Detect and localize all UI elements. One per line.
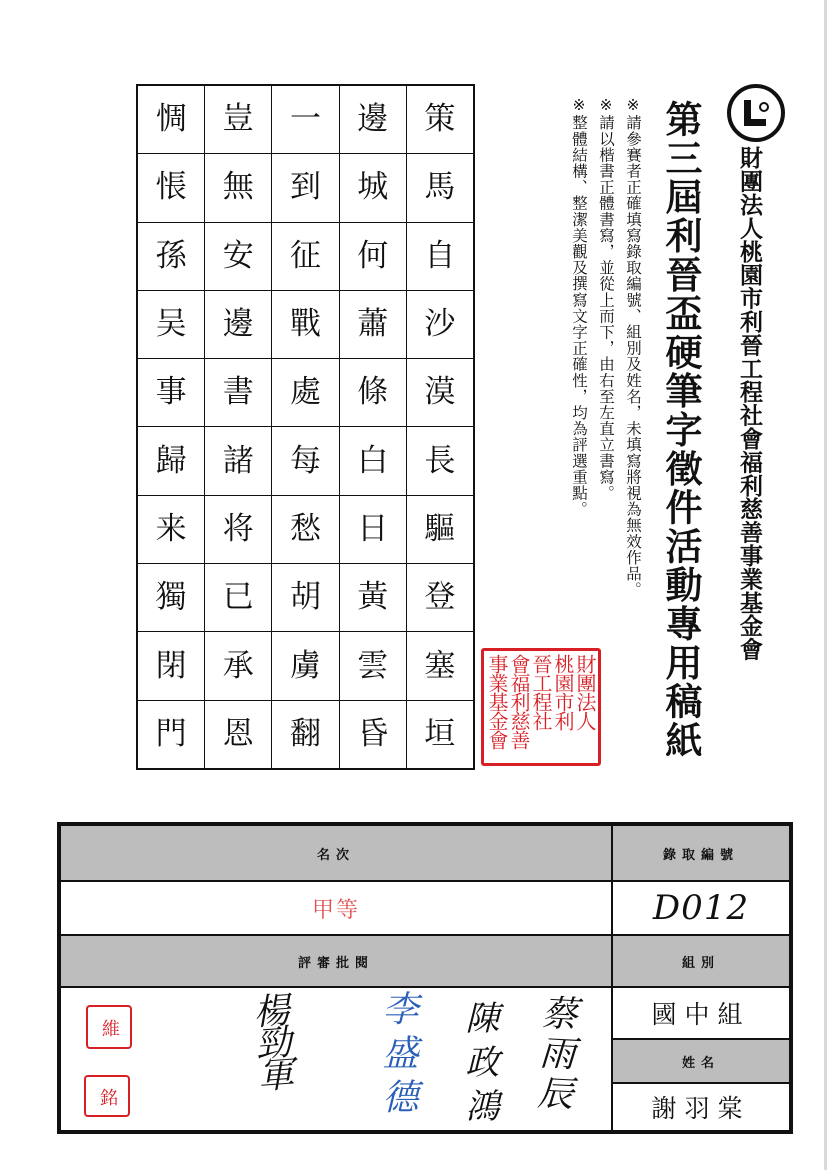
form-title: 第三屆利晉盃硬筆字徵件活動專用稿紙 [659, 100, 702, 760]
grid-cell: 事 [138, 359, 204, 427]
table-divider [61, 986, 789, 988]
grid-cell: 獨 [138, 564, 204, 632]
grid-cell: 来 [138, 496, 204, 564]
grid-cell: 書 [205, 359, 271, 427]
grid-cell: 豈 [205, 86, 271, 154]
group-value: 國中組 [651, 1000, 751, 1029]
grid-cell: 策 [407, 86, 473, 154]
grid-cell: 長 [407, 427, 473, 495]
grid-cell: 沙 [407, 291, 473, 359]
foundation-logo-icon [727, 84, 785, 142]
grid-cell: 征 [272, 223, 338, 291]
grid-column [138, 86, 204, 768]
grid-cell: 歸 [138, 427, 204, 495]
grid-cell: 漠 [407, 359, 473, 427]
group-header: 組別 [613, 936, 789, 986]
judge-signature: 楊勁軍 [246, 990, 295, 1090]
instruction-note-3: ※整體結構、整潔美觀及撰寫文字正確性，均為評選重點。 [570, 96, 588, 518]
instruction-note-2: ※請以楷書正體書寫，並從上而下，由右至左直立書寫。 [597, 96, 615, 501]
grid-cell: 門 [155, 715, 187, 752]
admission-number-header: 錄取編號 [613, 826, 789, 880]
review-table [57, 822, 793, 1134]
grid-cell: 每 [272, 427, 338, 495]
grid-cell: 何 [340, 223, 406, 291]
instructions [566, 96, 644, 656]
grid-cell: 城 [340, 154, 406, 222]
calligraphy-grid [136, 84, 475, 770]
grid-cell: 悵 [138, 154, 204, 222]
grid-cell: 無 [205, 154, 271, 222]
organization-name: 財團法人桃園市利晉工程社會福利慈善事業基金會 [736, 146, 762, 661]
grid-cell: 戰 [272, 291, 338, 359]
grid-cell: 愁 [272, 496, 338, 564]
grid-cell: 孫 [138, 223, 204, 291]
grid-cell: 昏 [357, 715, 389, 752]
judge-signature: 李盛德 [377, 990, 418, 1122]
grid-cell: 塞 [407, 632, 473, 700]
grid-cell: 惆 [138, 86, 204, 154]
seal-column: 晉工程社 [529, 654, 553, 730]
table-divider [613, 1038, 789, 1040]
grid-cell: 馬 [407, 154, 473, 222]
grid-cell: 已 [205, 564, 271, 632]
judge-seal: 銘 [84, 1075, 130, 1117]
grid-cell: 到 [272, 154, 338, 222]
seal-column: 財團法人 [573, 654, 597, 730]
grid-cell: 自 [407, 223, 473, 291]
rank-value: 甲等 [311, 897, 360, 923]
seal-column: 事業基金會 [485, 654, 509, 749]
seal-column: 會福利慈善 [507, 654, 531, 749]
grid-cell: 日 [340, 496, 406, 564]
table-divider [61, 934, 789, 936]
seal-column: 桃園市利 [551, 654, 575, 730]
name-header: 姓名 [613, 1040, 789, 1082]
grid-cell: 吴 [138, 291, 204, 359]
grid-column [204, 86, 271, 768]
table-divider [611, 826, 613, 1130]
grid-column [271, 86, 338, 768]
grid-column [339, 86, 406, 768]
grid-cell: 虜 [272, 632, 338, 700]
grid-column [406, 86, 473, 768]
grid-cell: 胡 [272, 564, 338, 632]
grid-cell: 蕭 [340, 291, 406, 359]
judge-seal: 維 [86, 1005, 132, 1049]
grid-cell: 驅 [407, 496, 473, 564]
grid-cell: 雲 [340, 632, 406, 700]
table-divider [613, 1082, 789, 1084]
grid-cell: 邊 [340, 86, 406, 154]
grid-cell: 翻 [289, 715, 321, 752]
grid-cell: 垣 [424, 715, 456, 752]
admission-number-value: D012 [652, 888, 750, 928]
name-value: 謝羽棠 [651, 1094, 751, 1123]
grid-cell: 邊 [205, 291, 271, 359]
rank-header: 名次 [61, 826, 611, 880]
grid-cell: 諸 [205, 427, 271, 495]
grid-cell: 恩 [222, 715, 254, 752]
instruction-note-1: ※請參賽者正確填寫錄取編號、組別及姓名，未填寫將視為無效作品。 [624, 96, 642, 598]
grid-cell: 處 [272, 359, 338, 427]
judge-signature: 蔡雨辰 [530, 993, 579, 1116]
grid-cell: 承 [205, 632, 271, 700]
grid-cell: 将 [205, 496, 271, 564]
grid-cell: 一 [272, 86, 338, 154]
grid-cell: 登 [407, 564, 473, 632]
review-header: 評審批閱 [61, 936, 611, 986]
judge-signature: 陳政鴻 [459, 1000, 499, 1132]
grid-cell: 安 [205, 223, 271, 291]
grid-cell: 條 [340, 359, 406, 427]
grid-cell: 白 [340, 427, 406, 495]
table-divider [61, 880, 789, 882]
grid-cell: 閉 [138, 632, 204, 700]
grid-cell: 黃 [340, 564, 406, 632]
foundation-seal [481, 648, 601, 766]
